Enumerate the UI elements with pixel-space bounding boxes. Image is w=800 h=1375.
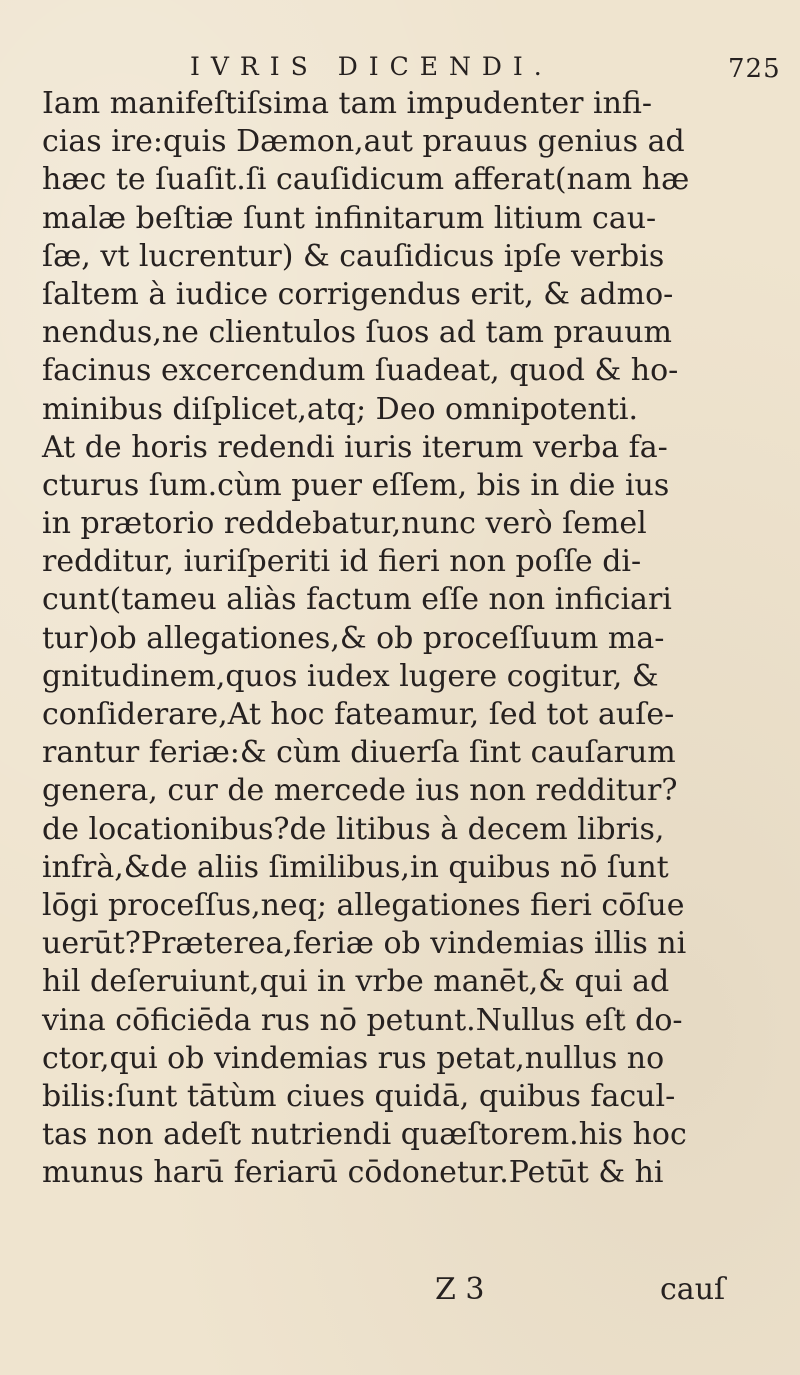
text-line: infrà,&de aliis ſimilibus,in quibus nō ſunt: [42, 849, 669, 885]
text-line: munus harū feriarū cōdonetur.Petūt & hi: [42, 1155, 664, 1191]
text-line: malæ beſtiæ ſunt infinitarum litium cau-: [42, 200, 657, 236]
text-line: cunt(tameu aliàs factum eſſe non inficiari: [42, 582, 672, 618]
text-line: conſiderare,At hoc fateamur, ſed tot auſe-: [42, 697, 675, 732]
text-line: vina cōficiēda rus nō petunt.Nullus eſt do-: [42, 1002, 683, 1038]
running-head: IVRIS DICENDI.: [190, 52, 553, 81]
text-line: in prætorio reddebatur,nunc verò ſemel: [42, 506, 647, 542]
text-line: ſæ, vt lucrentur) & cauſidicus ipſe verbis: [42, 238, 665, 274]
text-line: minibus diſplicet,atq; Deo omnipotenti.: [42, 391, 639, 427]
body-text: [42, 85, 782, 1192]
text-line: lōgi proceſſus,neq; allegationes fieri cōſue: [42, 887, 685, 923]
text-line: ctor,qui ob vindemias rus petat,nullus no: [42, 1040, 665, 1076]
text-line: hæc te ſuaſit.ſi cauſidicum afferat(nam hæ: [42, 162, 690, 198]
text-line: facinus excercendum ſuadeat, quod & ho-: [42, 353, 679, 389]
text-line: tas non adeſt nutriendi quæſtorem.his hoc: [42, 1117, 687, 1153]
text-line: uerūt?Præterea,feriæ ob vindemias illis ni: [42, 926, 687, 962]
text-line: hil deſeruiunt,qui in vrbe manēt,& qui ad: [42, 964, 670, 1000]
text-line: ſaltem à iudice corrigendus erit, & admo-: [42, 276, 674, 312]
text-line: nendus,ne clientulos ſuos ad tam prauum: [42, 315, 672, 351]
signature-mark: Z 3: [435, 1272, 485, 1307]
text-line: rantur feriæ:& cùm diuerſa ſint cauſarum: [42, 735, 676, 771]
text-line: Iam manifeſtiſsima tam impudenter infi-: [42, 86, 653, 121]
page-footer: [0, 1272, 800, 1312]
page-number: 725: [728, 54, 781, 84]
text-line: de locationibus?de litibus à decem libris,: [42, 811, 665, 847]
text-line: cturus ſum.cùm puer eſſem, bis in die ius: [42, 467, 670, 503]
text-line: cias ire:quis Dæmon,aut prauus genius ad: [42, 124, 685, 160]
catchword: cauſ: [660, 1272, 726, 1307]
text-line: redditur, iuriſperiti id fieri non poſſe di-: [42, 544, 642, 580]
text-line: tur)ob allegationes,& ob proceſſuum ma-: [42, 620, 665, 656]
text-line: bilis:ſunt tātùm ciues quidā, quibus facul-: [42, 1078, 676, 1114]
text-line: gnitudinem,quos iudex lugere cogitur, &: [42, 658, 659, 694]
text-line: At de horis redendi iuris iterum verba fa-: [42, 429, 668, 465]
text-line: genera, cur de mercede ius non redditur?: [42, 773, 678, 809]
